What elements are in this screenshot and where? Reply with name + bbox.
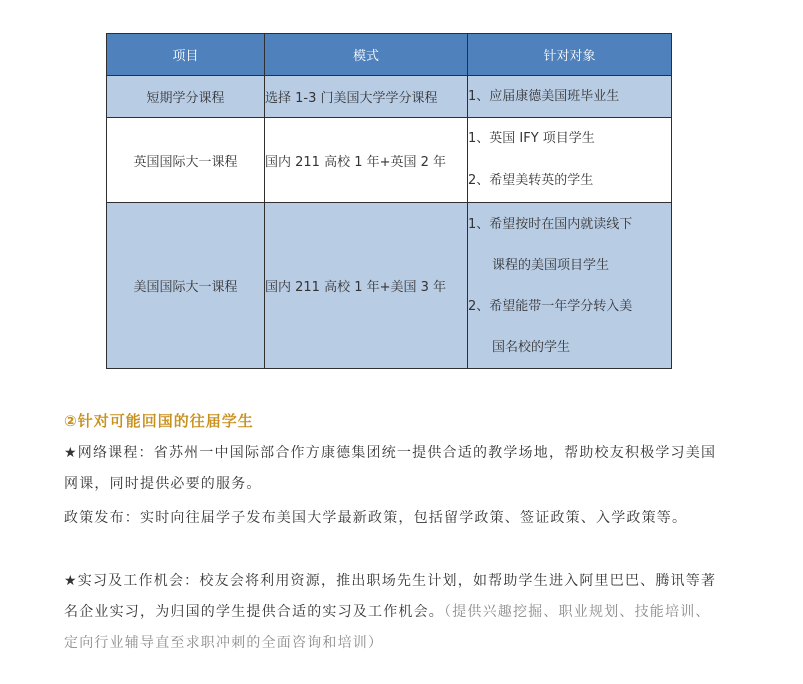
target-line: 课程的美国项目学生 [492, 257, 610, 273]
paragraph-policy-release: 政策发布：实时向往届学子发布美国大学最新政策，包括留学政策、签证政策、入学政策等。 [64, 510, 688, 526]
target-line: 1、希望按时在国内就读线下 [468, 216, 633, 232]
table-header-row [107, 34, 672, 76]
internship-text: ★实习及工作机会：校友会将利用资源，推出职场先生计划，如帮助学生进入阿里巴巴、腾讯等著名企业实习，为归国的学生提供合适的实习及工作机会。 [64, 573, 717, 620]
row-item: 英国国际大一课程 [107, 118, 265, 203]
row-mode: 国内 211 高校 1 年+美国 3 年 [265, 203, 468, 369]
target-line: 1、英国 IFY 项目学生 [468, 131, 595, 146]
paragraph-internships [64, 566, 724, 659]
row-target [468, 118, 672, 203]
internship-note: （提供兴趣挖掘、职业规划、技能培训、定向行业辅导直至求职冲刺的全面咨询和培训） [64, 604, 711, 651]
section-heading: ②针对可能回国的往届学生 [64, 412, 254, 430]
programs-table [106, 33, 672, 369]
header-mode: 模式 [265, 34, 468, 76]
target-line: 国名校的学生 [492, 339, 571, 355]
row-target [468, 76, 672, 118]
header-target: 针对对象 [468, 34, 672, 76]
target-line: 2、希望能带一年学分转入美 [468, 298, 633, 314]
paragraph-online-courses: ★网络课程：省苏州一中国际部合作方康德集团统一提供合适的教学场地，帮助校友积极学习美国网课，同时提供必要的服务。 [64, 445, 717, 492]
header-item: 项目 [107, 34, 265, 76]
target-line: 1、应届康德美国班毕业生 [468, 89, 620, 104]
table-row [107, 118, 672, 203]
target-line: 2、希望美转英的学生 [468, 173, 594, 188]
row-target [468, 203, 672, 369]
row-mode: 选择 1-3 门美国大学学分课程 [265, 76, 468, 118]
table-row [107, 203, 672, 369]
row-item: 美国国际大一课程 [107, 203, 265, 369]
row-mode: 国内 211 高校 1 年+英国 2 年 [265, 118, 468, 203]
row-item: 短期学分课程 [107, 76, 265, 118]
table-row [107, 76, 672, 118]
